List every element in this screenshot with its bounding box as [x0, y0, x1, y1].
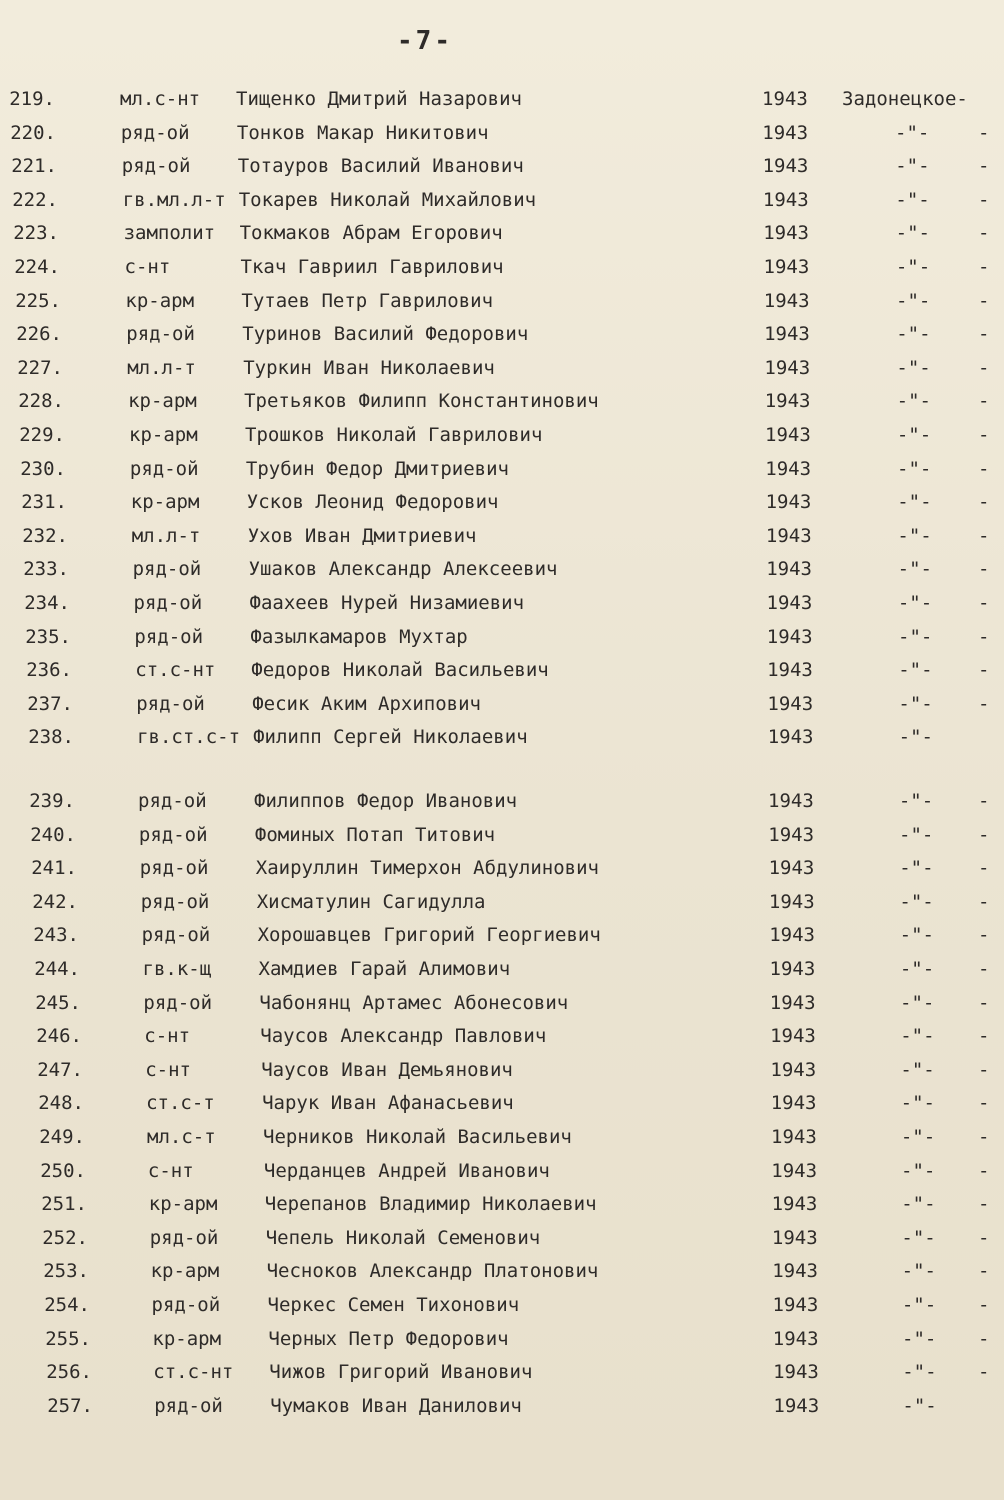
list-item	[0, 218, 1004, 248]
entry-rank: ряд-ой	[133, 592, 203, 614]
entry-mark: -	[978, 491, 990, 514]
entry-number: 231.	[21, 491, 67, 514]
list-item	[0, 420, 1004, 450]
entry-mark: -	[978, 155, 990, 178]
entry-name: Фоминых Потап Титович	[254, 823, 496, 846]
entry-mark: -	[978, 857, 990, 880]
entry-rank: ряд-ой	[134, 625, 204, 648]
entry-place: -"-	[896, 323, 931, 346]
entry-number: 246.	[36, 1025, 82, 1048]
entry-name: Токарев Николай Михайлович	[238, 188, 537, 211]
list-item	[0, 1156, 1004, 1186]
entry-number: 227.	[17, 356, 63, 379]
entry-number: 242.	[32, 890, 78, 913]
entry-year: 1943	[762, 188, 809, 211]
entry-name: Ушаков Александр Алексеевич	[248, 558, 558, 581]
list-item	[0, 820, 1004, 850]
entry-mark: -	[978, 1226, 990, 1249]
entry-rank: ряд-ой	[143, 991, 213, 1014]
entry-place: -"-	[895, 222, 930, 245]
entry-year: 1943	[765, 424, 811, 446]
entry-mark: -	[978, 625, 990, 648]
entry-place: -"-	[899, 958, 935, 980]
entry-year: 1943	[763, 256, 810, 278]
entry-number: 238.	[28, 726, 74, 749]
entry-rank: ряд-ой	[154, 1394, 223, 1417]
entry-name: Фаахеев Нурей Низамиевич	[249, 592, 525, 614]
entry-number: 230.	[20, 457, 66, 480]
list-item	[0, 454, 1004, 484]
entry-year: 1943	[769, 958, 816, 980]
entry-rank: кр-арм	[152, 1327, 222, 1350]
entry-mark: -	[978, 1025, 990, 1048]
entry-mark: -	[978, 790, 990, 812]
entry-number: 222.	[12, 188, 58, 211]
entry-place: -"-	[899, 890, 934, 913]
entry-rank: ряд-ой	[120, 121, 190, 144]
entry-name: Третьяков Филипп Константинович	[244, 390, 599, 413]
entry-number: 254.	[44, 1294, 90, 1316]
entry-mark: -	[978, 991, 990, 1014]
entry-year: 1943	[763, 222, 809, 245]
entry-place: -"-	[899, 924, 934, 947]
entry-year: 1943	[771, 1159, 818, 1182]
entry-mark: -	[978, 524, 990, 547]
entry-rank: с-нт	[147, 1159, 194, 1182]
entry-place: -"-	[895, 256, 931, 278]
entry-number: 253.	[43, 1260, 89, 1283]
entry-year: 1943	[772, 1260, 818, 1283]
list-item	[0, 887, 1004, 917]
entry-number: 232.	[22, 524, 68, 547]
entry-place: -"-	[898, 692, 933, 715]
entry-year: 1943	[771, 1126, 817, 1148]
entry-rank: гв.к-щ	[142, 958, 212, 980]
entry-name: Хаируллин Тимерхон Абдулинович	[255, 857, 599, 880]
entry-place: -"-	[896, 424, 932, 446]
entry-number: 252.	[42, 1226, 88, 1249]
entry-mark: -	[978, 1361, 990, 1384]
entry-place: -"-	[902, 1394, 937, 1417]
entry-rank: кр-арм	[125, 289, 195, 312]
list-item	[0, 1290, 1004, 1320]
entry-name: Черных Петр Федорович	[268, 1327, 509, 1350]
entry-place: -"-	[901, 1193, 936, 1216]
entry-number: 235.	[25, 625, 71, 648]
entry-rank: кр-арм	[150, 1260, 220, 1283]
entry-year: 1943	[766, 592, 813, 614]
list-item	[0, 1189, 1004, 1219]
entry-name: Туркин Иван Николаевич	[243, 356, 495, 379]
entry-year: 1943	[770, 1092, 817, 1115]
entry-name: Ухов Иван Дмитриевич	[247, 524, 477, 547]
entry-year: 1943	[764, 323, 810, 346]
entry-place: -"-	[897, 558, 932, 581]
entry-rank: ст.с-нт	[153, 1361, 234, 1384]
entry-mark: -	[978, 121, 990, 144]
entry-name: Фазылкамаров Мухтар	[250, 625, 468, 648]
list-item	[0, 1324, 1004, 1354]
list-item	[0, 118, 1004, 148]
entry-rank: мл.л-т	[127, 356, 196, 379]
entry-name: Тонков Макар Никитович	[236, 121, 489, 144]
list-item	[0, 786, 1004, 816]
entry-name: Черданцев Андрей Иванович	[263, 1159, 550, 1182]
entry-number: 240.	[30, 823, 76, 846]
entry-year: 1943	[768, 790, 814, 812]
entry-place: -"-	[901, 1260, 936, 1283]
list-item	[0, 386, 1004, 416]
entry-rank: ряд-ой	[141, 924, 211, 947]
entry-mark: -	[978, 958, 990, 980]
entry-place: -"-	[895, 121, 930, 144]
entry-name: Токмаков Абрам Егорович	[239, 222, 503, 245]
entry-mark: -	[978, 1058, 990, 1081]
entry-mark: -	[978, 1193, 990, 1216]
entry-year: 1943	[769, 991, 816, 1014]
list-item	[0, 1357, 1004, 1387]
entry-name: Филиппов Федор Иванович	[254, 790, 518, 812]
entry-place: -"-	[901, 1226, 936, 1249]
entry-name: Чаусов Александр Павлович	[260, 1025, 547, 1048]
entry-name: Тищенко Дмитрий Назарович	[236, 88, 522, 110]
entry-place: -"-	[897, 524, 932, 547]
entry-rank: ряд-ой	[138, 823, 208, 846]
entry-number: 224.	[14, 256, 60, 278]
entry-year: 1943	[764, 356, 811, 379]
entry-mark: -	[978, 1159, 990, 1182]
list-item	[0, 853, 1004, 883]
entry-place: -"-	[895, 188, 930, 211]
entry-mark: -	[978, 323, 990, 346]
entry-mark: -	[978, 390, 990, 413]
entry-place: -"-	[898, 726, 933, 749]
entry-mark: -	[978, 1327, 990, 1350]
list-item	[0, 353, 1004, 383]
entry-name: Чарук Иван Афанасьевич	[262, 1092, 514, 1115]
entry-rank: с-нт	[144, 1025, 191, 1048]
entry-mark: -	[978, 424, 990, 446]
entry-place: -"-	[900, 1025, 935, 1048]
entry-number: 234.	[24, 592, 70, 614]
entry-rank: мл.с-т	[147, 1126, 216, 1148]
entry-rank: ряд-ой	[140, 890, 210, 913]
entry-rank: кр-арм	[129, 424, 198, 446]
entry-number: 249.	[39, 1126, 85, 1148]
entry-place: -"-	[902, 1327, 937, 1350]
entry-name: Филипп Сергей Николаевич	[253, 726, 528, 749]
entry-number: 221.	[11, 155, 57, 178]
entry-number: 223.	[13, 222, 59, 245]
entry-year: 1943	[770, 1058, 817, 1081]
entry-year: 1943	[765, 457, 812, 480]
list-item	[0, 1021, 1004, 1051]
entry-mark: -	[978, 457, 990, 480]
list-item	[0, 920, 1004, 950]
entry-number: 250.	[40, 1159, 86, 1182]
entry-place: -"-	[896, 356, 931, 379]
entry-year: 1943	[770, 1025, 816, 1048]
entry-name: Трубин Федор Дмитриевич	[245, 457, 509, 480]
list-item	[0, 1256, 1004, 1286]
list-item	[0, 185, 1004, 215]
entry-number: 256.	[46, 1361, 92, 1384]
entry-place: -"-	[900, 991, 935, 1014]
entry-name: Тотауров Василий Иванович	[237, 155, 524, 178]
entry-mark: -	[978, 1126, 990, 1148]
entry-year: 1943	[762, 121, 809, 144]
entry-rank: с-нт	[145, 1058, 191, 1081]
list-item	[0, 1122, 1004, 1152]
entry-year: 1943	[768, 823, 815, 846]
entry-number: 243.	[33, 924, 79, 947]
entry-rank: гв.мл.л-т	[122, 188, 226, 211]
entry-rank: ряд-ой	[121, 155, 191, 178]
entry-place: -"-	[899, 857, 934, 880]
entry-number: 220.	[10, 121, 56, 144]
list-item	[0, 84, 1004, 114]
entry-year: 1943	[765, 491, 812, 514]
entry-place: -"-	[897, 457, 932, 480]
entry-rank: замполит	[123, 222, 216, 245]
entry-place: -"-	[902, 1361, 937, 1384]
entry-rank: ряд-ой	[136, 692, 205, 715]
entry-mark: -	[978, 558, 990, 581]
entry-rank: ст.с-т	[146, 1092, 215, 1115]
entry-mark: -	[978, 692, 990, 715]
entry-name: Федоров Николай Васильевич	[251, 659, 549, 682]
entry-rank: ряд-ой	[129, 457, 199, 480]
entry-number: 237.	[27, 692, 73, 715]
entry-number: 228.	[18, 390, 64, 413]
list-item	[0, 151, 1004, 181]
entry-year: 1943	[763, 289, 810, 312]
entry-number: 236.	[26, 659, 72, 682]
entry-number: 226.	[16, 323, 62, 346]
entry-rank: ряд-ой	[151, 1294, 221, 1316]
entry-place: -"-	[897, 491, 932, 514]
entry-name: Тутаев Петр Гаврилович	[241, 289, 494, 312]
entry-rank: ряд-ой	[126, 323, 195, 346]
entry-year: 1943	[766, 558, 812, 581]
entry-name: Чесноков Александр Платонович	[266, 1260, 599, 1283]
entry-mark: -	[978, 356, 990, 379]
entry-name: Чабонянц Артамес Абонесович	[259, 991, 569, 1014]
entry-rank: мл.л-т	[131, 524, 201, 547]
entry-place: -"-	[899, 823, 934, 846]
entry-mark: -	[978, 256, 990, 278]
entry-mark: -	[978, 592, 990, 614]
entry-year: 1943	[764, 390, 811, 413]
entry-place: -"-	[900, 1058, 935, 1081]
entry-name: Чепель Николай Семенович	[265, 1226, 541, 1249]
list-item	[0, 988, 1004, 1018]
entry-rank: ряд-ой	[138, 790, 207, 812]
entry-rank: ряд-ой	[139, 857, 209, 880]
list-item	[0, 252, 1004, 282]
entry-rank: кр-арм	[130, 491, 200, 514]
entry-mark: -	[978, 1294, 990, 1316]
entry-mark: -	[978, 823, 990, 846]
entry-place: -"-	[900, 1126, 936, 1148]
entry-mark: -	[978, 222, 990, 245]
entry-number: 251.	[41, 1193, 87, 1216]
entry-rank: ряд-ой	[132, 558, 202, 581]
entry-number: 233.	[23, 558, 69, 581]
list-item	[0, 1223, 1004, 1253]
entry-place: Задонецкое-	[842, 88, 968, 110]
entry-name: Хамдиев Гарай Алимович	[258, 958, 511, 980]
entry-number: 255.	[45, 1327, 91, 1350]
entry-place: -"-	[898, 625, 933, 648]
entry-place: -"-	[896, 390, 931, 413]
entry-name: Черкес Семен Тихонович	[267, 1294, 520, 1316]
list-item	[0, 655, 1004, 685]
entry-mark: -	[978, 1260, 990, 1283]
entry-mark: -	[978, 924, 990, 947]
entry-place: -"-	[901, 1294, 937, 1316]
list-item	[0, 487, 1004, 517]
list-item	[0, 286, 1004, 316]
entry-place: -"-	[895, 155, 930, 178]
entry-year: 1943	[762, 88, 808, 110]
entry-year: 1943	[768, 857, 815, 880]
list-item	[0, 1055, 1004, 1085]
list-item	[0, 1088, 1004, 1118]
entry-rank: гв.ст.с-т	[137, 726, 241, 749]
entry-place: -"-	[897, 592, 933, 614]
entry-rank: кр-арм	[148, 1193, 218, 1216]
entry-year: 1943	[768, 890, 815, 913]
entry-number: 239.	[29, 790, 75, 812]
page-number: -7-	[397, 26, 453, 56]
entry-name: Хисматулин Сагидулла	[256, 890, 486, 913]
entry-year: 1943	[769, 924, 815, 947]
entry-number: 248.	[38, 1092, 84, 1115]
entry-year: 1943	[772, 1327, 819, 1350]
entry-mark: -	[978, 890, 990, 913]
list-item	[0, 689, 1004, 719]
entry-year: 1943	[767, 659, 813, 682]
entry-place: -"-	[901, 1159, 936, 1182]
entry-year: 1943	[772, 1294, 819, 1316]
entry-name: Ткач Гавриил Гаврилович	[240, 256, 504, 278]
entry-year: 1943	[767, 692, 814, 715]
entry-number: 225.	[15, 289, 61, 312]
list-item	[0, 588, 1004, 618]
entry-number: 219.	[9, 88, 55, 110]
entry-place: -"-	[896, 289, 931, 312]
entry-year: 1943	[767, 726, 814, 749]
entry-name: Фесик Аким Архипович	[252, 692, 481, 715]
entry-number: 244.	[34, 958, 80, 980]
list-item	[0, 554, 1004, 584]
entry-name: Чаусов Иван Демьянович	[261, 1058, 513, 1081]
entry-number: 229.	[19, 424, 65, 446]
entry-rank: ст.с-нт	[135, 659, 216, 682]
entry-name: Черников Николай Васильевич	[263, 1126, 572, 1148]
entry-place: -"-	[898, 790, 934, 812]
entry-name: Трошков Николай Гаврилович	[245, 424, 543, 446]
entry-name: Туринов Василий Федорович	[242, 323, 529, 346]
entry-name: Чумаков Иван Данилович	[270, 1394, 522, 1417]
entry-name: Чижов Григорий Иванович	[269, 1361, 533, 1384]
entry-year: 1943	[771, 1226, 818, 1249]
entry-name: Хорошавцев Григорий Георгиевич	[257, 924, 601, 947]
entry-number: 257.	[47, 1394, 93, 1417]
entry-year: 1943	[773, 1394, 820, 1417]
entry-number: 241.	[31, 857, 77, 880]
list-item	[0, 521, 1004, 551]
entry-year: 1943	[766, 625, 813, 648]
list-item	[0, 1391, 1004, 1421]
list-item	[0, 319, 1004, 349]
entry-mark: -	[978, 289, 990, 312]
entry-rank: с-нт	[124, 256, 171, 278]
entry-place: -"-	[900, 1092, 935, 1115]
entry-year: 1943	[773, 1361, 819, 1384]
entry-rank: кр-арм	[128, 390, 197, 413]
entry-year: 1943	[762, 155, 809, 178]
entry-year: 1943	[765, 524, 812, 547]
entry-mark: -	[978, 1092, 990, 1115]
entry-number: 245.	[35, 991, 81, 1014]
entry-rank: мл.с-нт	[120, 88, 201, 110]
entry-name: Черепанов Владимир Николаевич	[264, 1193, 597, 1216]
list-item	[0, 622, 1004, 652]
entry-rank: ряд-ой	[149, 1226, 219, 1249]
entry-place: -"-	[898, 659, 933, 682]
list-item	[0, 954, 1004, 984]
entry-name: Усков Леонид Федорович	[246, 491, 499, 514]
list-item	[0, 722, 1004, 752]
entry-mark: -	[978, 188, 990, 211]
entry-number: 247.	[37, 1058, 83, 1081]
entry-mark: -	[978, 659, 990, 682]
entry-year: 1943	[771, 1193, 818, 1216]
